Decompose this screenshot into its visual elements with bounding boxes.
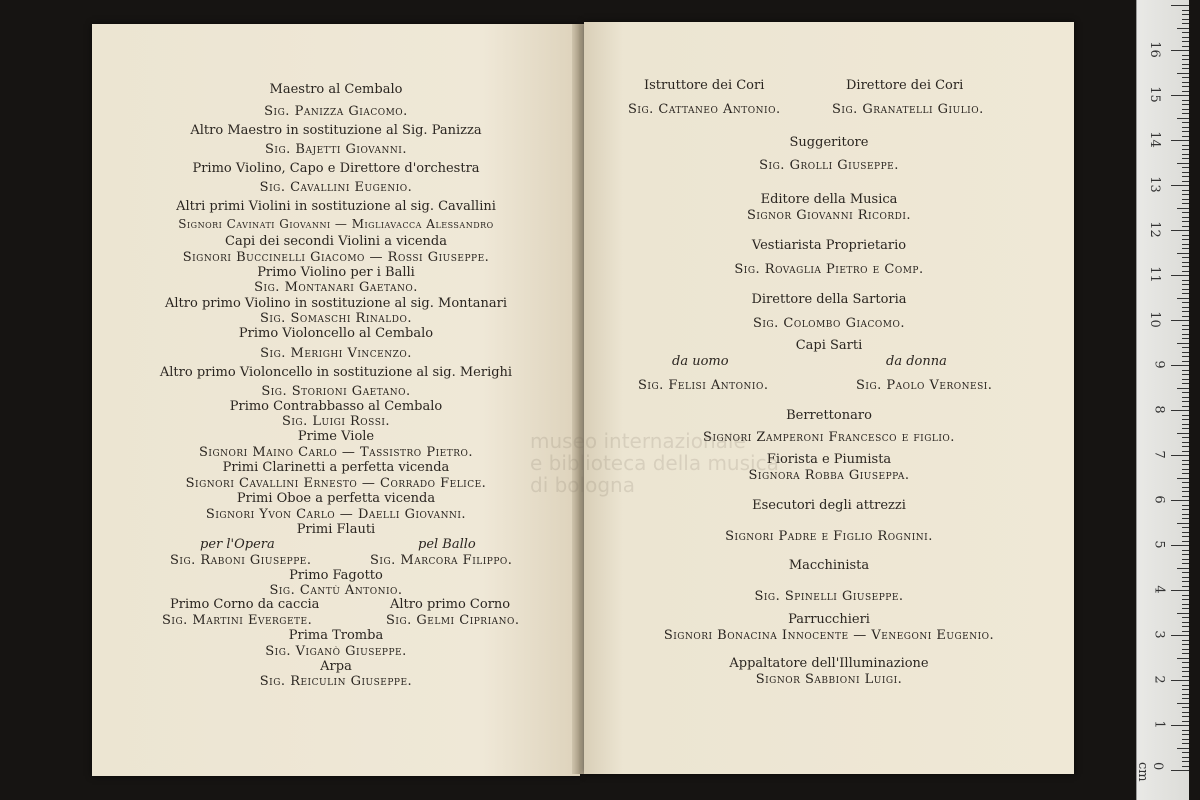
ruler-tick — [1171, 140, 1189, 141]
ruler-tick — [1182, 640, 1189, 641]
ruler-tick — [1182, 689, 1189, 690]
ruler-tick — [1182, 262, 1189, 263]
name-line: Sig. Panizza Giacomo. — [264, 104, 408, 119]
heading-line: Berrettonaro — [786, 408, 872, 423]
ruler-tick — [1182, 595, 1189, 596]
ruler-tick — [1182, 464, 1189, 465]
ruler-tick — [1182, 419, 1189, 420]
ruler-number: 10 — [1147, 311, 1163, 328]
ruler-tick — [1182, 676, 1189, 677]
label-ballo: pel Ballo — [418, 537, 476, 552]
ruler-number: 11 — [1147, 266, 1163, 283]
ruler-tick — [1182, 32, 1189, 33]
name-line: Sig. Cantù Antonio. — [269, 583, 403, 598]
ruler-tick — [1182, 397, 1189, 398]
ruler-tick — [1182, 77, 1189, 78]
ruler-tick — [1182, 428, 1189, 429]
ruler-tick — [1182, 86, 1189, 87]
ruler-tick — [1171, 95, 1189, 96]
ruler-tick — [1182, 221, 1189, 222]
label-uomo: da uomo — [672, 354, 729, 369]
name-line: Signora Robba Giuseppa. — [748, 468, 910, 483]
ruler-tick — [1182, 473, 1189, 474]
ruler-tick — [1182, 554, 1189, 555]
ruler-tick — [1182, 361, 1189, 362]
ruler-tick — [1182, 131, 1189, 132]
heading-line: Editore della Musica — [760, 192, 898, 207]
heading-line: Arpa — [320, 659, 352, 674]
ruler-tick — [1182, 698, 1189, 699]
heading-line: Primo Violino per i Balli — [257, 265, 415, 280]
ruler-number: 15 — [1147, 86, 1163, 103]
ruler-tick — [1171, 455, 1189, 456]
ruler-tick — [1182, 302, 1189, 303]
ruler-tick — [1182, 424, 1189, 425]
label-istruttore: Istruttore dei Cori — [644, 78, 765, 93]
ruler-tick — [1182, 338, 1189, 339]
right-page — [584, 22, 1074, 774]
ruler-tick — [1182, 122, 1189, 123]
name-line: Sig. Storioni Gaetano. — [261, 384, 411, 399]
ruler-tick — [1182, 685, 1189, 686]
ruler-tick — [1182, 325, 1189, 326]
ruler-tick — [1182, 752, 1189, 753]
ruler-tick — [1182, 649, 1189, 650]
ruler-tick — [1182, 563, 1189, 564]
ruler-number: 2 — [1151, 675, 1167, 684]
ruler-tick — [1182, 694, 1189, 695]
ruler-tick — [1171, 725, 1189, 726]
ruler-tick — [1182, 356, 1189, 357]
ruler-tick — [1182, 514, 1189, 515]
ruler-number: 4 — [1151, 585, 1167, 594]
ruler-number: 3 — [1151, 630, 1167, 639]
ruler-tick — [1182, 599, 1189, 600]
ruler-tick — [1182, 712, 1189, 713]
ruler-tick — [1171, 500, 1189, 501]
heading-line: Primo Fagotto — [289, 568, 383, 583]
ruler-tick — [1171, 275, 1189, 276]
name-line: Sig. Merighi Vincenzo. — [260, 346, 412, 361]
ruler-tick — [1182, 104, 1189, 105]
ruler-tick — [1182, 487, 1189, 488]
ruler-tick — [1182, 644, 1189, 645]
name-line: Sig. Reiculin Giuseppe. — [259, 674, 413, 689]
ruler-tick — [1182, 82, 1189, 83]
ruler-tick — [1182, 631, 1189, 632]
ruler-tick — [1182, 491, 1189, 492]
ruler-tick — [1177, 253, 1189, 254]
ruler-number: 8 — [1151, 405, 1167, 414]
ruler-tick — [1182, 482, 1189, 483]
ruler-tick — [1182, 608, 1189, 609]
heading-line: Altro primo Violoncello in sostituzione al sig. Merighi — [159, 365, 513, 380]
ruler-tick — [1182, 154, 1189, 155]
ruler-tick — [1182, 437, 1189, 438]
heading-line: Altro primo Violino in sostituzione al sig. Montanari — [165, 296, 507, 311]
ruler-tick — [1177, 208, 1189, 209]
measuring-ruler — [1136, 0, 1189, 800]
ruler-tick — [1182, 370, 1189, 371]
name-istruttore: Sig. Cattaneo Antonio. — [628, 102, 781, 117]
ruler-tick — [1182, 176, 1189, 177]
ruler-tick — [1182, 113, 1189, 114]
name-line: Signori Maino Carlo — Tassistro Pietro. — [199, 445, 473, 460]
ruler-tick — [1171, 5, 1189, 6]
ruler-tick — [1177, 748, 1189, 749]
ruler-tick — [1182, 239, 1189, 240]
ruler-tick — [1182, 158, 1189, 159]
ruler-tick — [1182, 41, 1189, 42]
heading-line: Capi Sarti — [795, 338, 863, 353]
name-direttore: Sig. Granatelli Giulio. — [832, 102, 984, 117]
heading-line: Altri primi Violini in sostituzione al sig. Cavallini — [176, 199, 496, 214]
ruler-tick — [1182, 181, 1189, 182]
ruler-tick — [1182, 289, 1189, 290]
ruler-tick — [1182, 293, 1189, 294]
name-line: Sig. Rovaglia Pietro e Comp. — [734, 262, 924, 277]
ruler-tick — [1182, 257, 1189, 258]
name-uomo: Sig. Felisi Antonio. — [638, 378, 769, 393]
heading-line: Parrucchieri — [788, 612, 870, 627]
ruler-tick — [1182, 244, 1189, 245]
heading-line: Vestiarista Proprietario — [751, 238, 907, 253]
ruler-tick — [1182, 46, 1189, 47]
ruler-tick — [1182, 136, 1189, 137]
name-line: Signori Yvon Carlo — Daelli Giovanni. — [205, 507, 467, 522]
heading-line: Prime Viole — [297, 429, 375, 444]
heading-line: Macchinista — [788, 558, 870, 573]
ruler-tick — [1182, 127, 1189, 128]
ruler-tick — [1182, 347, 1189, 348]
heading-line: Primi Clarinetti a perfetta vicenda — [222, 460, 450, 475]
ruler-tick — [1182, 509, 1189, 510]
ruler-tick — [1171, 185, 1189, 186]
ruler-tick — [1182, 469, 1189, 470]
ruler-tick — [1182, 451, 1189, 452]
name-line: Sig. Viganò Giuseppe. — [265, 644, 407, 659]
ruler-tick — [1171, 320, 1189, 321]
ruler-tick — [1182, 671, 1189, 672]
ruler-tick — [1182, 766, 1189, 767]
ruler-tick — [1182, 352, 1189, 353]
ruler-tick — [1177, 163, 1189, 164]
ruler-tick — [1182, 167, 1189, 168]
ruler-tick — [1182, 334, 1189, 335]
ruler-tick — [1171, 635, 1189, 636]
ruler-tick — [1182, 662, 1189, 663]
name-line: Signori Buccinelli Giacomo — Rossi Giuseppe. — [182, 250, 490, 265]
ruler-number: 6 — [1151, 495, 1167, 504]
ruler-tick — [1182, 446, 1189, 447]
name-donna: Sig. Paolo Veronesi. — [856, 378, 993, 393]
ruler-tick — [1182, 550, 1189, 551]
ruler-tick — [1182, 667, 1189, 668]
ruler-tick — [1182, 190, 1189, 191]
ruler-tick — [1182, 68, 1189, 69]
heading-line: Direttore della Sartoria — [751, 292, 907, 307]
ruler-tick — [1182, 626, 1189, 627]
name-corno: Sig. Martini Evergete. — [162, 613, 313, 628]
ruler-tick — [1182, 64, 1189, 65]
heading-line: Primi Oboe a perfetta vicenda — [236, 491, 436, 506]
label-donna: da donna — [886, 354, 947, 369]
ruler-tick — [1182, 577, 1189, 578]
ruler-tick — [1177, 298, 1189, 299]
heading-line: Suggeritore — [789, 135, 869, 150]
ruler-tick — [1182, 536, 1189, 537]
ruler-number: 1 — [1151, 720, 1167, 729]
ruler-tick — [1177, 433, 1189, 434]
name-line: Signori Bonacina Innocente — Venegoni Eugenio. — [663, 628, 995, 643]
ruler-tick — [1177, 343, 1189, 344]
heading-line: Appaltatore dell'Illuminazione — [729, 656, 929, 671]
watermark-line: museo internazionale — [530, 429, 746, 453]
ruler-tick — [1182, 23, 1189, 24]
ruler-tick — [1171, 770, 1189, 771]
ruler-tick — [1171, 50, 1189, 51]
ruler-tick — [1177, 613, 1189, 614]
heading-line: Primi Flauti — [296, 522, 376, 537]
ruler-tick — [1182, 527, 1189, 528]
watermark-line: e biblioteca della musica — [530, 451, 779, 475]
name-line: Sig. Cavallini Eugenio. — [259, 180, 413, 195]
ruler-number: 9 — [1151, 360, 1167, 369]
ruler-tick — [1182, 496, 1189, 497]
ruler-number: 5 — [1151, 540, 1167, 549]
label-corno: Primo Corno da caccia — [170, 597, 320, 612]
ruler-zero-label: 0 cm — [1135, 762, 1165, 782]
ruler-tick — [1182, 757, 1189, 758]
ruler-tick — [1182, 541, 1189, 542]
heading-line: Fiorista e Piumista — [766, 452, 892, 467]
ruler-tick — [1171, 410, 1189, 411]
ruler-tick — [1182, 149, 1189, 150]
name-altro-corno: Sig. Gelmi Cipriano. — [386, 613, 520, 628]
ruler-tick — [1177, 388, 1189, 389]
name-line: Sig. Luigi Rossi. — [281, 414, 391, 429]
ruler-tick — [1182, 37, 1189, 38]
ruler-tick — [1177, 478, 1189, 479]
ruler-tick — [1182, 379, 1189, 380]
ruler-tick — [1182, 59, 1189, 60]
ruler-tick — [1177, 73, 1189, 74]
right-page-text — [584, 22, 1074, 774]
ruler-tick — [1182, 622, 1189, 623]
ruler-tick — [1182, 19, 1189, 20]
ruler-tick — [1177, 703, 1189, 704]
ruler-tick — [1182, 707, 1189, 708]
ruler-tick — [1182, 761, 1189, 762]
ruler-tick — [1182, 586, 1189, 587]
ruler-tick — [1182, 415, 1189, 416]
ruler-tick — [1182, 307, 1189, 308]
left-page — [92, 24, 580, 776]
name-line: Sig. Bajetti Giovanni. — [265, 142, 407, 157]
ruler-tick — [1182, 235, 1189, 236]
name-line: Sig. Colombo Giacomo. — [752, 316, 906, 331]
ruler-tick — [1182, 739, 1189, 740]
ruler-tick — [1182, 248, 1189, 249]
ruler-number: 12 — [1147, 221, 1163, 238]
heading-line: Capi dei secondi Violini a vicenda — [225, 234, 447, 249]
ruler-tick — [1182, 271, 1189, 272]
name-line: Signori Padre e Figlio Rognini. — [725, 529, 933, 544]
ruler-tick — [1182, 109, 1189, 110]
label-direttore: Direttore dei Cori — [846, 78, 964, 93]
name-line: Signor Giovanni Ricordi. — [746, 208, 912, 223]
name-ballo: Sig. Marcora Filippo. — [370, 553, 513, 568]
ruler-tick — [1171, 365, 1189, 366]
ruler-tick — [1182, 559, 1189, 560]
left-page-text — [92, 24, 580, 776]
ruler-number: 13 — [1147, 176, 1163, 193]
ruler-tick — [1182, 716, 1189, 717]
ruler-tick — [1182, 604, 1189, 605]
ruler-tick — [1182, 721, 1189, 722]
ruler-tick — [1182, 199, 1189, 200]
heading-line: Esecutori degli attrezzi — [752, 498, 906, 513]
ruler-tick — [1182, 316, 1189, 317]
name-line: Signori Zamperoni Francesco e figlio. — [703, 430, 955, 445]
name-line: Sig. Grolli Giuseppe. — [759, 158, 899, 173]
ruler-tick — [1171, 545, 1189, 546]
ruler-tick — [1182, 172, 1189, 173]
ruler-tick — [1182, 194, 1189, 195]
ruler-tick — [1182, 91, 1189, 92]
ruler-tick — [1182, 10, 1189, 11]
ruler-tick — [1182, 55, 1189, 56]
ruler-tick — [1182, 217, 1189, 218]
ruler-tick — [1182, 730, 1189, 731]
ruler-tick — [1171, 680, 1189, 681]
ruler-tick — [1177, 118, 1189, 119]
ruler-tick — [1182, 374, 1189, 375]
ruler-tick — [1182, 653, 1189, 654]
heading-line: Altro Maestro in sostituzione al Sig. Panizza — [190, 123, 482, 138]
label-altro-corno: Altro primo Corno — [390, 597, 511, 612]
ruler-number: 7 — [1151, 450, 1167, 459]
ruler-tick — [1182, 401, 1189, 402]
ruler-tick — [1177, 28, 1189, 29]
ruler-tick — [1182, 518, 1189, 519]
ruler-tick — [1182, 572, 1189, 573]
ruler-tick — [1182, 14, 1189, 15]
name-line: Signori Cavallini Ernesto — Corrado Felice. — [185, 476, 487, 491]
museum-watermark — [530, 430, 779, 496]
name-line: Sig. Somaschi Rinaldo. — [260, 311, 412, 326]
ruler-tick — [1177, 658, 1189, 659]
ruler-tick — [1182, 266, 1189, 267]
watermark-line: di bologna — [530, 473, 635, 497]
ruler-number: 14 — [1147, 131, 1163, 148]
ruler-number: 16 — [1147, 41, 1163, 58]
ruler-tick — [1182, 100, 1189, 101]
ruler-tick — [1182, 203, 1189, 204]
heading-line: Primo Violino, Capo e Direttore d'orchestra — [192, 161, 480, 176]
ruler-tick — [1182, 392, 1189, 393]
ruler-tick — [1182, 743, 1189, 744]
ruler-tick — [1182, 617, 1189, 618]
label-opera: per l'Opera — [200, 537, 275, 552]
ruler-tick — [1182, 280, 1189, 281]
ruler-tick — [1177, 568, 1189, 569]
ruler-tick — [1182, 505, 1189, 506]
ruler-tick — [1182, 406, 1189, 407]
ruler-tick — [1171, 590, 1189, 591]
heading-line: Maestro al Cembalo — [269, 82, 403, 97]
name-line: Sig. Spinelli Giuseppe. — [754, 589, 904, 604]
ruler-tick — [1182, 734, 1189, 735]
name-line: Signor Sabbioni Luigi. — [755, 672, 903, 687]
name-opera: Sig. Raboni Giuseppe. — [170, 553, 312, 568]
name-line: Sig. Montanari Gaetano. — [254, 280, 418, 295]
ruler-tick — [1182, 226, 1189, 227]
ruler-tick — [1182, 532, 1189, 533]
heading-line: Prima Tromba — [288, 628, 384, 643]
ruler-tick — [1182, 329, 1189, 330]
ruler-tick — [1182, 442, 1189, 443]
ruler-tick — [1182, 460, 1189, 461]
ruler-tick — [1182, 284, 1189, 285]
ruler-tick — [1171, 230, 1189, 231]
ruler-tick — [1182, 383, 1189, 384]
ruler-tick — [1182, 581, 1189, 582]
name-line: Signori Cavinati Giovanni — Migliavacca Alessandro — [178, 217, 494, 231]
ruler-tick — [1182, 311, 1189, 312]
ruler-tick — [1182, 212, 1189, 213]
ruler-tick — [1177, 523, 1189, 524]
heading-line: Primo Violoncello al Cembalo — [238, 326, 434, 341]
heading-line: Primo Contrabbasso al Cembalo — [229, 399, 443, 414]
ruler-tick — [1182, 145, 1189, 146]
